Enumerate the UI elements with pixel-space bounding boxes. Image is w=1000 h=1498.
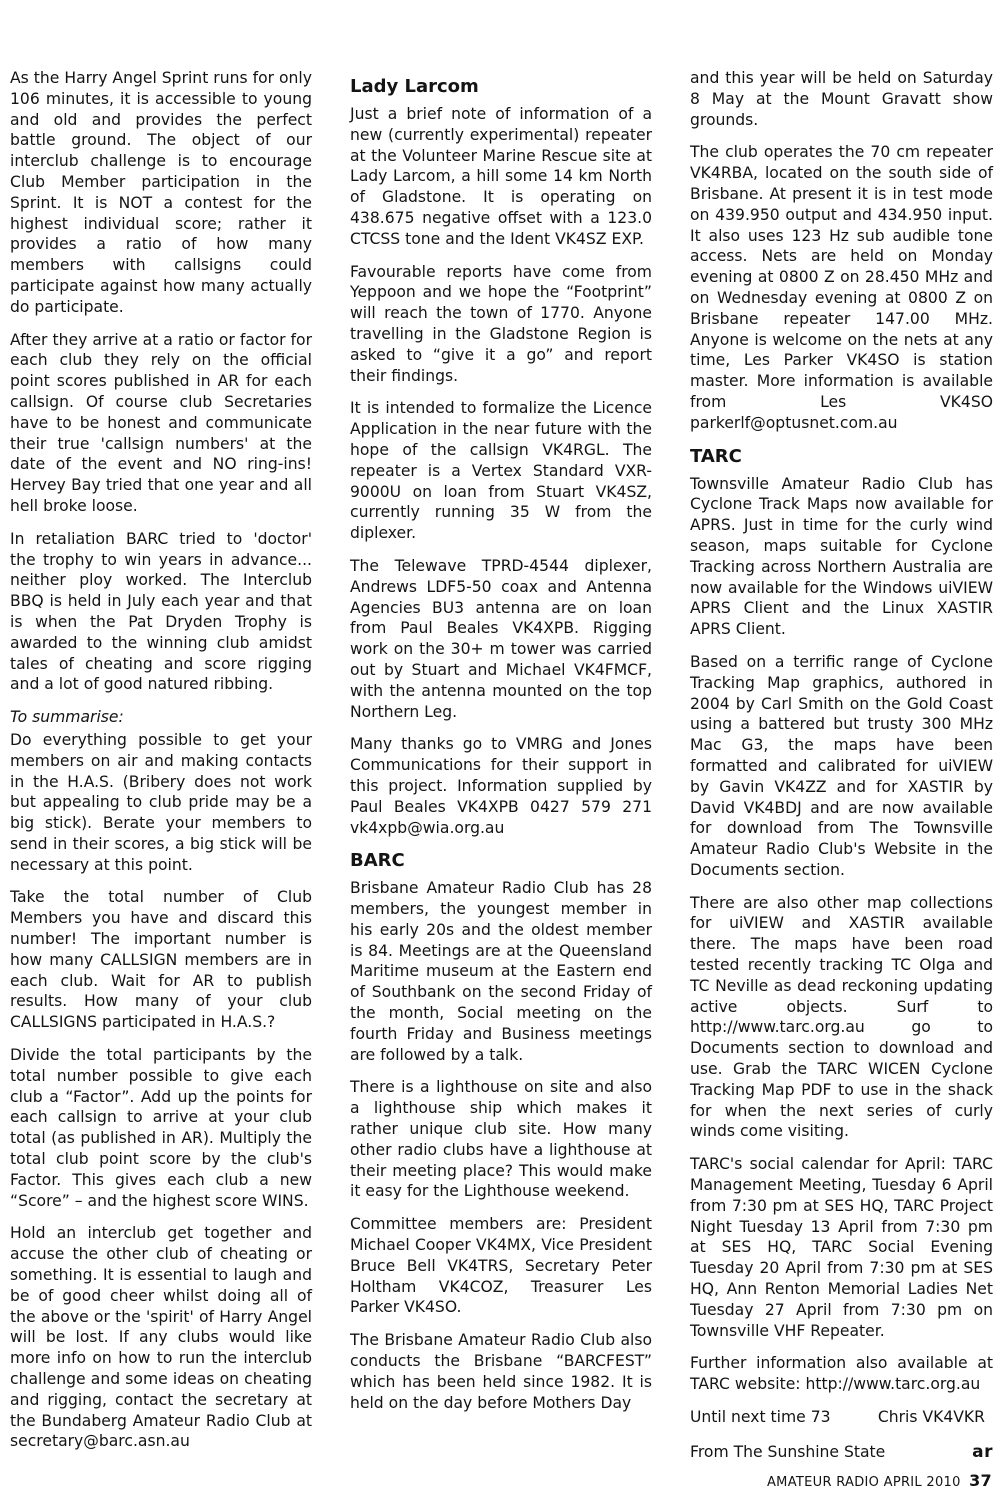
body-paragraph: Brisbane Amateur Radio Club has 28 members, the youngest member in his early 20s and the oldest member is 84. Meetings are at the Queensland Maritime museum at the Eastern end of Southbank on the second Friday of the month, Social meeting on the fourth Friday and Business meetings are followed by a talk.: [350, 879, 652, 1064]
body-paragraph: TARC's social calendar for April: TARC Management Meeting, Tuesday 6 April from 7:30 pm at SES HQ, TARC Project Night Tuesday 13 April from 7:30 pm at SES HQ, TARC Social Evening Tuesday 20 April from 7:30 pm at SES HQ, Ann Renton Memorial Ladies Net Tuesday 27 April from 7:30 pm on Townsville VHF Repeater.: [690, 1155, 993, 1340]
from-line: [690, 1442, 993, 1463]
section-heading-tarc: TARC: [690, 445, 742, 467]
body-paragraph: Hold an interclub get together and accuse the other club of cheating or something. It is essential to laugh and be of good cheer whilst doing all of the above or the 'spirit' of Harry Angel will be lost. If any clubs would like more info on how to run the interclub challenge and some ideas on cheating and rigging, contact the secretary at the Bundaberg Amateur Radio Club at secretary@barc.asn.au: [10, 1224, 312, 1451]
body-paragraph: The Telewave TPRD-4544 diplexer, Andrews LDF5-50 coax and Antenna Agencies BU3 antenna are on loan from Paul Beales VK4XPB. Rigging work on the 30+ m tower was carried out by Stuart and Michael VK4FMCF, with the antenna mounted on the top Northern Leg.: [350, 556, 652, 721]
body-paragraph: Townsville Amateur Radio Club has Cyclone Track Maps now available for APRS. Just in time for the curly wind season, maps suitable for Cyclone Tracking across Northern Australia are now available for the Windows uiVIEW APRS Client and the Linux XASTIR APRS Client.: [690, 474, 993, 639]
signoff-greeting: Until next time 73: [690, 1408, 831, 1427]
body-paragraph: Favourable reports have come from Yeppoon and we hope the “Footprint” will reach the town of 1770. Anyone travelling in the Gladstone Region is asked to “give it a go” and report their findings.: [350, 262, 652, 385]
from-location: From The Sunshine State: [690, 1442, 886, 1461]
article-column-3: [690, 68, 993, 1477]
summarise-heading: To summarise:: [10, 708, 124, 727]
body-paragraph: Do everything possible to get your members on air and making contacts in the H.A.S. (Bribery does not work but appealing to club pride may be a big stick). Berate your members to send in their scores, a big stick will be necessary at this point.: [10, 730, 312, 874]
body-paragraph: It is intended to formalize the Licence Application in the near future with the hope of the callsign VK4RGL. The repeater is a Vertex Standard VXR-9000U on loan from Stuart VK4SZ, currently running 35 W from the diplexer.: [350, 399, 652, 543]
page-footer: [767, 1471, 992, 1490]
signoff-line: [690, 1407, 993, 1428]
body-paragraph: Just a brief note of information of a new (currently experimental) repeater at the Volunteer Marine Rescue site at Lady Larcom, a hill some 14 km North of Gladstone. It is operating on 438.675 negative offset with a 123.0 CTCSS tone and the Ident VK4SZ EXP.: [350, 105, 652, 248]
ar-end-mark: ar: [972, 1441, 993, 1462]
body-paragraph: The Brisbane Amateur Radio Club also conducts the Brisbane “BARCFEST” which has been held since 1982. It is held on the day before Mothers Day: [350, 1331, 652, 1412]
section-heading-barc: BARC: [350, 850, 405, 872]
body-paragraph: There is a lighthouse on site and also a lighthouse ship which makes it rather unique club site. How many other radio clubs have a lighthouse at their meeting place? This would make it easy for the Lighthouse weekend.: [350, 1078, 652, 1201]
page-number: 37: [969, 1471, 992, 1490]
body-paragraph: In retaliation BARC tried to 'doctor' the trophy to win years in advance... neither ploy worked. The Interclub BBQ is held in July each year and that is when the Pat Dryden Trophy is awarded to the winning club amidst tales of cheating and score rigging and a lot of good natured ribbing.: [10, 529, 312, 694]
body-paragraph: Committee members are: President Michael Cooper VK4MX, Vice President Bruce Bell VK4TRS, Secretary Peter Holtham VK4COZ, Treasurer Les Parker VK4SO.: [350, 1215, 652, 1317]
body-paragraph: After they arrive at a ratio or factor for each club they rely on the official point scores published in AR for each callsign. Of course club Secretaries have to be honest and communicate their true 'callsign numbers' at the date of the event and NO ring-ins! Hervey Bay tried that one year and all hell broke loose.: [10, 330, 312, 515]
body-paragraph: Take the total number of Club Members you have and discard this number! The important number is how many CALLSIGN members are in each club. Wait for AR to publish results. How many of your club CALLSIGNS participated in H.A.S.?: [10, 888, 312, 1032]
section-heading-lady-larcom: Lady Larcom: [350, 76, 479, 97]
signoff-author: Chris VK4VKR: [877, 1408, 985, 1427]
magazine-issue: AMATEUR RADIO APRIL 2010: [766, 1475, 961, 1490]
body-paragraph: The club operates the 70 cm repeater VK4RBA, located on the south side of Brisbane. At present it is in test mode on 439.950 output and 434.950 input. It also uses 123 Hz sub audible tone access. Nets are held on Monday evening at 0800 Z on 28.450 MHz and on Wednesday evening at 0800 Z on Brisbane repeater 147.00 MHz. Anyone is welcome on the nets at any time, Les Parker VK4SO is station master. More information is available from Les VK4SO parkerlf@optusnet.com.au: [690, 143, 993, 432]
article-column-2: [350, 68, 652, 1425]
body-paragraph: There are also other map collections for uiVIEW and XASTIR available there. The maps have been road tested recently tracking TC Olga and TC Neville as dead reckoning updating active objects. Surf to http://www.tarc.org.au go to Documents section to download and use. Grab the TARC WICEN Cyclone Tracking Map PDF to use in the shack for when the next series of curly winds come visiting.: [690, 893, 993, 1141]
body-paragraph: Further information also available at TARC website: http://www.tarc.org.au: [690, 1354, 993, 1394]
body-paragraph: Based on a terrific range of Cyclone Tracking Map graphics, authored in 2004 by Carl Smith on the Gold Coast using a battered but trusty 300 MHz Mac G3, the maps have been formatted and calibrated for uiVIEW by Gavin VK4ZZ and for XASTIR by David VK4BDJ and are now available for download from The Townsville Amateur Radio Club's Website in the Documents section.: [690, 652, 993, 879]
article-column-1: [10, 68, 312, 1464]
body-paragraph: Many thanks go to VMRG and Jones Communications for their support in this project. Information supplied by Paul Beales VK4XPB 0427 579 271 vk4xpb@wia.org.au: [350, 735, 652, 837]
body-paragraph: As the Harry Angel Sprint runs for only 106 minutes, it is accessible to young and old and provides the perfect battle ground. The object of our interclub challenge is to encourage Club Member participation in the Sprint. It is NOT a contest for the highest individual score; rather it provides a ratio of how many members with callsigns could participate against how many actually do participate.: [10, 69, 312, 316]
continued-paragraph: and this year will be held on Saturday 8 May at the Mount Gravatt show grounds.: [690, 69, 993, 129]
body-paragraph: Divide the total participants by the total number possible to give each club a “Factor”. Add up the points for each callsign to arrive at your club total (as published in AR). Multiply the total club point score by the club's Factor. This gives each club a new “Score” – and the highest score WINS.: [10, 1046, 312, 1210]
